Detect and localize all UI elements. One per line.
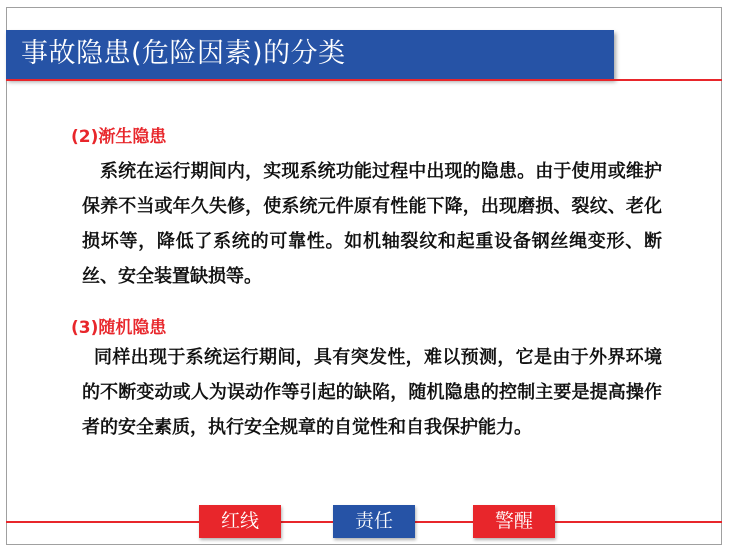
- section-heading-gradual: (2)渐生隐患: [71, 127, 167, 147]
- title-bar: [6, 30, 614, 79]
- slide-title: 事故隐患(危险因素)的分类: [21, 38, 346, 69]
- responsibility-button[interactable]: 责任: [333, 505, 415, 538]
- alert-button[interactable]: 警醒: [473, 505, 555, 538]
- section-heading-random: (3)随机隐患: [71, 318, 167, 338]
- top-divider: [6, 79, 722, 81]
- section-body-random: 同样出现于系统运行期间，具有突发性，难以预测，它是由于外界环境的不断变动或人为误动作等引起的缺陷，随机隐患的控制主要是提高操作者的安全素质，执行安全规章的自觉性和自我保护能力。: [82, 347, 662, 438]
- red-line-button[interactable]: 红线: [199, 505, 281, 538]
- section-body-gradual: 系统在运行期间内，实现系统功能过程中出现的隐患。由于使用或维护保养不当或年久失修，使系统元件原有性能下降，出现磨损、裂纹、老化损坏等，降低了系统的可靠性。如机轴裂纹和起重设备钢丝绳变形、断丝、安全装置缺损等。: [82, 161, 662, 287]
